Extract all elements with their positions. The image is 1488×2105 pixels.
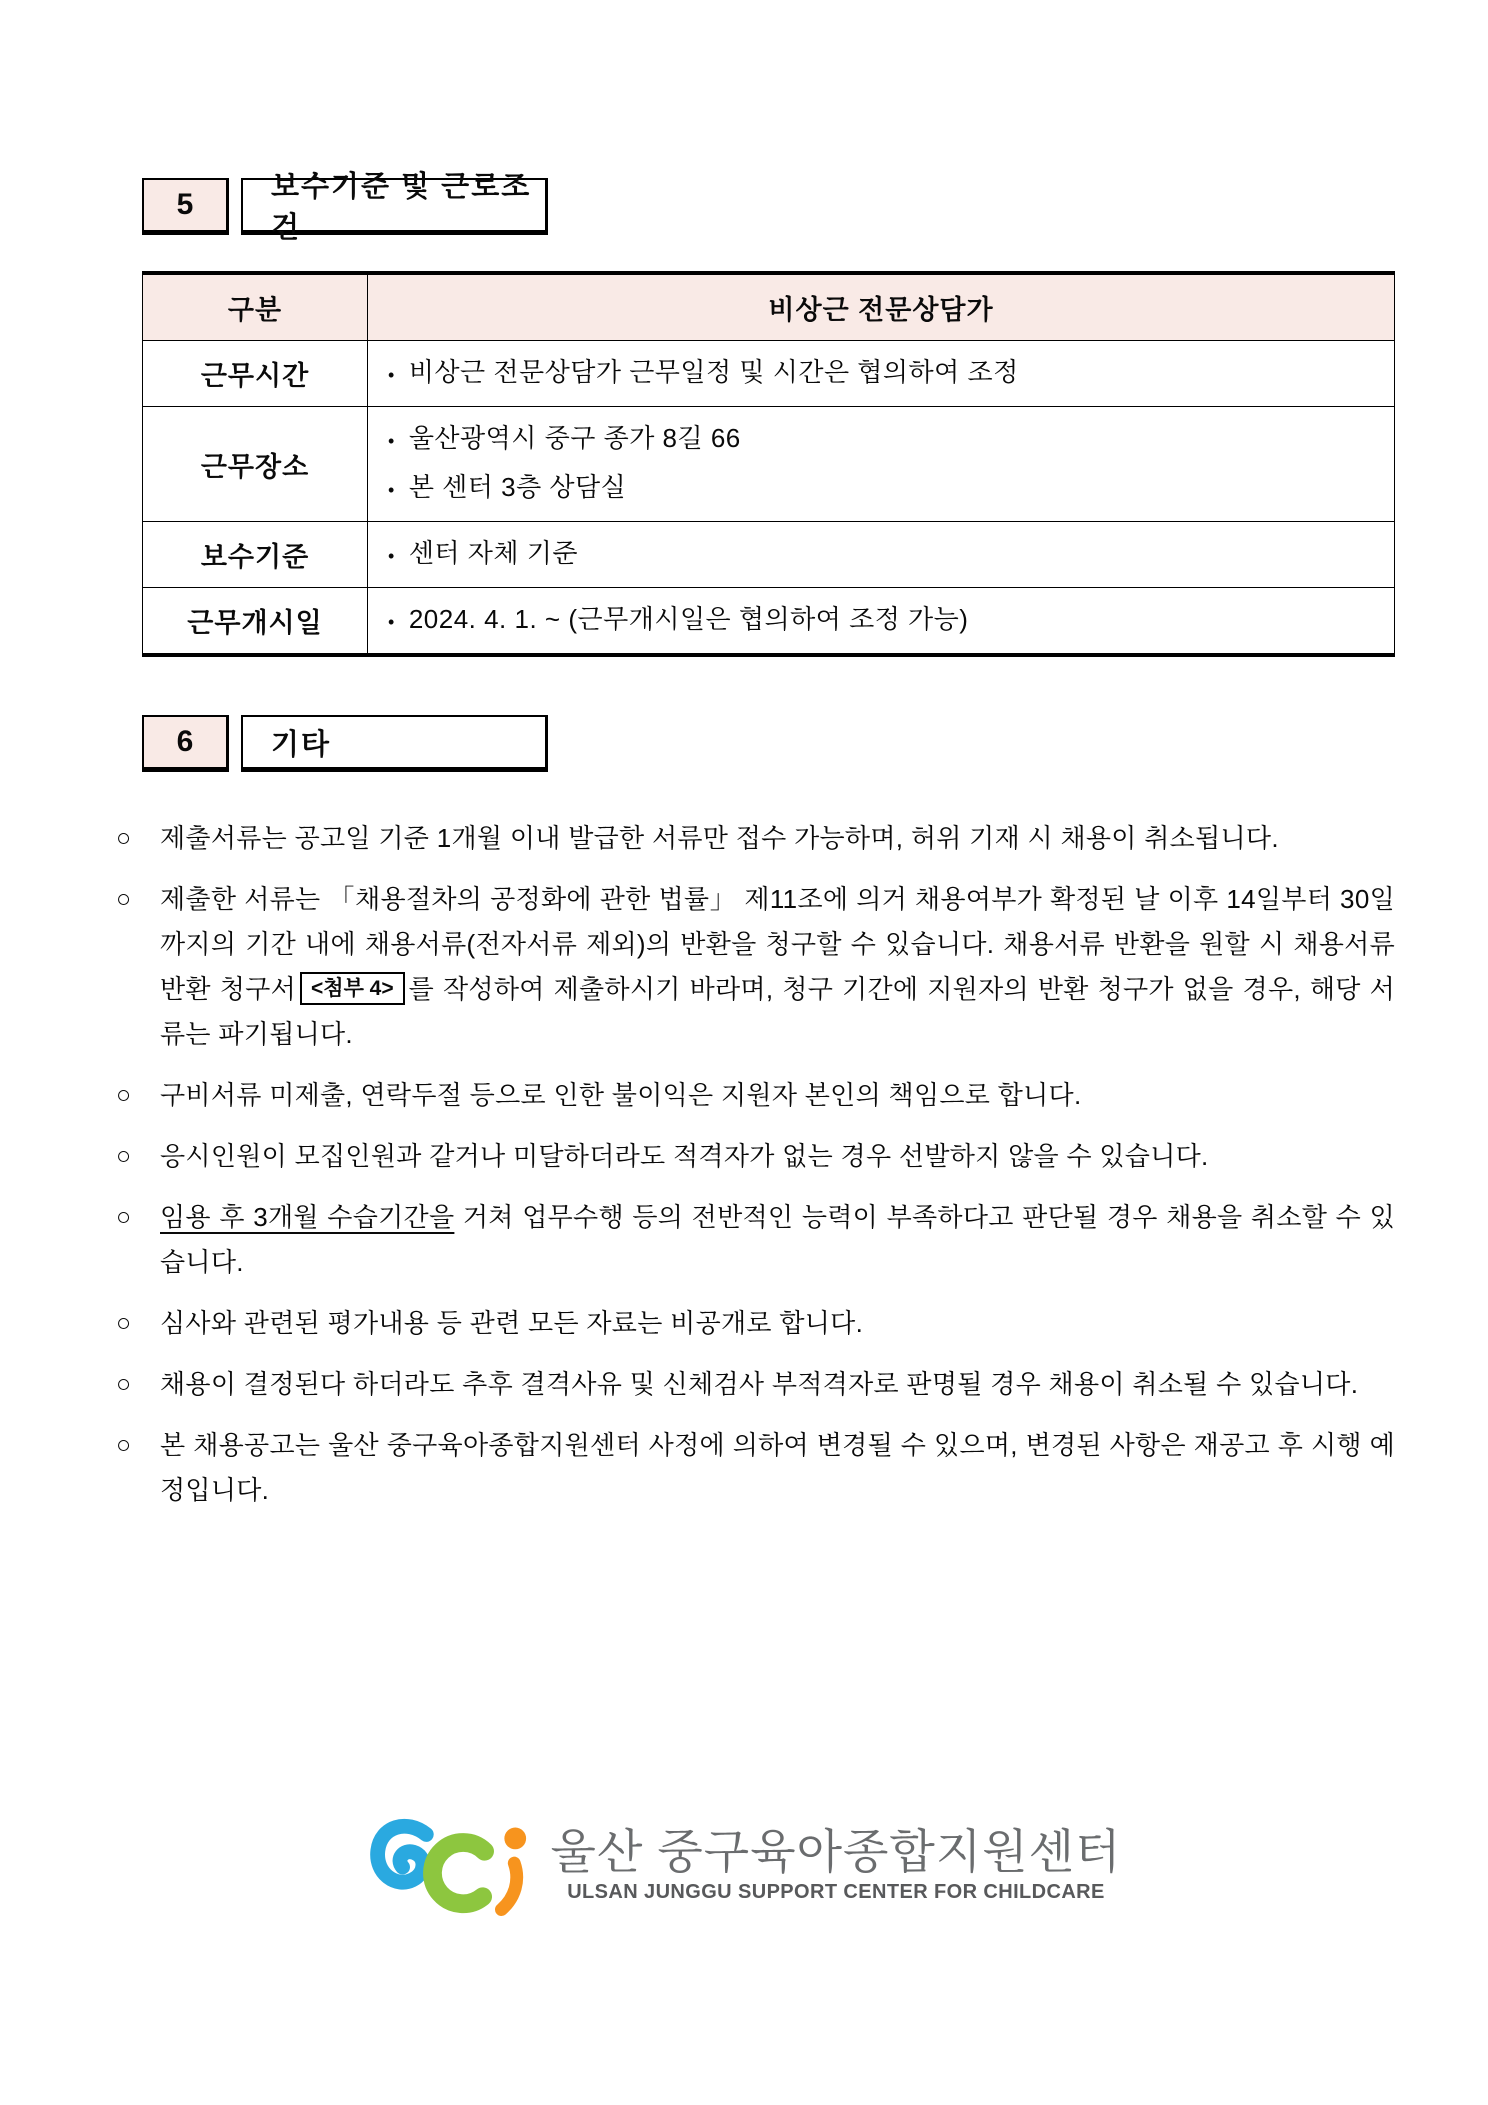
circle-bullet-icon: ○ <box>116 1142 132 1170</box>
section-6-header <box>142 715 1395 772</box>
logo-person-head <box>504 1828 526 1850</box>
list-item <box>116 1301 1395 1346</box>
circle-bullet-icon: ○ <box>116 885 132 913</box>
bullet-text: 응시인원이 모집인원과 같거나 미달하더라도 적격자가 없는 경우 선발하지 않을 수 있습니다. <box>160 1141 1209 1171</box>
bullet-text: 제출서류는 공고일 기준 1개월 이내 발급한 서류만 접수 가능하며, 허위 기재 시 채용이 취소됩니다. <box>160 823 1279 853</box>
row-label: 보수기준 <box>143 522 368 588</box>
cell-text: 2024. 4. 1. ~ (근무개시일은 협의하여 조정 가능) <box>408 604 969 634</box>
list-item <box>116 1195 1395 1285</box>
bullet-text: 채용이 결정된다 하더라도 추후 결격사유 및 신체검사 부적격자로 판명될 경우 채용이 취소될 수 있습니다. <box>160 1369 1359 1399</box>
cell-text: 비상근 전문상담가 근무일정 및 시간은 협의하여 조정 <box>408 357 1019 387</box>
circle-bullet-icon: ○ <box>116 1431 132 1459</box>
bullet-text-after: 를 작성하여 제출하시기 바라며, 청구 기간에 지원자의 반환 청구가 없을 경우, 해당 서류는 파기됩니다. <box>160 974 1395 1049</box>
org-name-english: ULSAN JUNGGU SUPPORT CENTER FOR CHILDCARE <box>567 1880 1105 1903</box>
logo-person-shape <box>501 1863 516 1909</box>
bullet-text-rest: 거쳐 업무수행 등의 전반적인 능력이 부족하다고 판단될 경우 채용을 취소할 수 있습니다. <box>160 1202 1395 1277</box>
cell-text: 울산광역시 중구 종가 8길 66 <box>408 423 741 453</box>
table-header-position: 비상근 전문상담가 <box>368 273 1395 341</box>
section-5-number-badge: 5 <box>142 178 229 235</box>
table-row-work-hours <box>143 341 1395 407</box>
section-etc <box>116 715 1395 1513</box>
bullet-dot: • <box>388 480 395 500</box>
list-item <box>116 1134 1395 1179</box>
cell-line <box>388 596 1382 645</box>
cell-text: 본 센터 3층 상담실 <box>408 472 627 502</box>
bullet-dot: • <box>388 612 395 632</box>
working-conditions-table <box>142 271 1395 657</box>
bullet-text: 심사와 관련된 평가내용 등 관련 모든 자료는 비공개로 합니다. <box>160 1308 864 1338</box>
row-value <box>368 522 1395 588</box>
childcare-center-logo-icon <box>367 1818 535 1930</box>
org-name-korean: 울산 중구육아종합지원센터 <box>550 1825 1122 1878</box>
circle-bullet-icon: ○ <box>116 1309 132 1337</box>
logo-text-block <box>551 1818 1122 1904</box>
row-label: 근무개시일 <box>143 588 368 656</box>
table-row-work-place <box>143 407 1395 522</box>
table-header-row <box>143 273 1395 341</box>
bullet-text-before: 제출한 서류는 「채용절차의 공정화에 관한 법률」 제11조에 의거 채용여부가 확정된 날 이후 14일부터 30일까지의 기간 내에 채용서류(전자서류 제외)의 반환을 청구할 수 있습니다. 채용서류 반환을 원할 시 채용서류 반환 청구서 <box>160 884 1395 1004</box>
section-6-number-badge: 6 <box>142 715 229 772</box>
cell-line <box>388 530 1382 579</box>
list-item <box>116 1073 1395 1118</box>
cell-text: 센터 자체 기준 <box>408 538 578 568</box>
bullet-text: 본 채용공고는 울산 중구육아종합지원센터 사정에 의하여 변경될 수 있으며, 변경된 사항은 재공고 후 시행 예정입니다. <box>160 1430 1395 1505</box>
bullet-text <box>160 1195 1395 1285</box>
bullet-text <box>160 877 1395 1057</box>
table-row-start-date <box>143 588 1395 656</box>
row-label: 근무장소 <box>143 407 368 522</box>
circle-bullet-icon: ○ <box>116 824 132 852</box>
logo-s-shape <box>377 1826 426 1882</box>
list-item <box>116 1362 1395 1407</box>
row-value <box>368 407 1395 522</box>
circle-bullet-icon: ○ <box>116 1203 132 1231</box>
cell-line <box>388 349 1382 398</box>
document-content <box>116 171 1395 1529</box>
attachment-4-box: <첨부 4> <box>300 972 405 1005</box>
table-header-category: 구분 <box>143 273 368 341</box>
bullet-dot: • <box>388 431 395 451</box>
bullet-dot: • <box>388 546 395 566</box>
section-compensation <box>142 171 1395 657</box>
list-item <box>116 877 1395 1057</box>
list-item <box>116 1423 1395 1513</box>
list-item <box>116 816 1395 861</box>
circle-bullet-icon: ○ <box>116 1370 132 1398</box>
cell-line <box>388 415 1382 464</box>
bullet-dot: • <box>388 365 395 385</box>
section-5-title: 보수기준 및 근로조건 <box>241 178 548 235</box>
bullet-text: 구비서류 미제출, 연락두절 등으로 인한 불이익은 지원자 본인의 책임으로 합니다. <box>160 1080 1082 1110</box>
circle-bullet-icon: ○ <box>116 1081 132 1109</box>
table-row-pay-standard <box>143 522 1395 588</box>
etc-bullet-list <box>116 816 1395 1513</box>
probation-underlined-text: 임용 후 3개월 수습기간을 <box>160 1202 455 1232</box>
section-5-header <box>142 171 1395 244</box>
row-value <box>368 341 1395 407</box>
footer-logo <box>0 1818 1488 1930</box>
logo-heart-shape <box>465 1860 496 1882</box>
section-6-title: 기타 <box>241 715 548 772</box>
row-label: 근무시간 <box>143 341 368 407</box>
row-value <box>368 588 1395 656</box>
cell-line <box>388 464 1382 513</box>
